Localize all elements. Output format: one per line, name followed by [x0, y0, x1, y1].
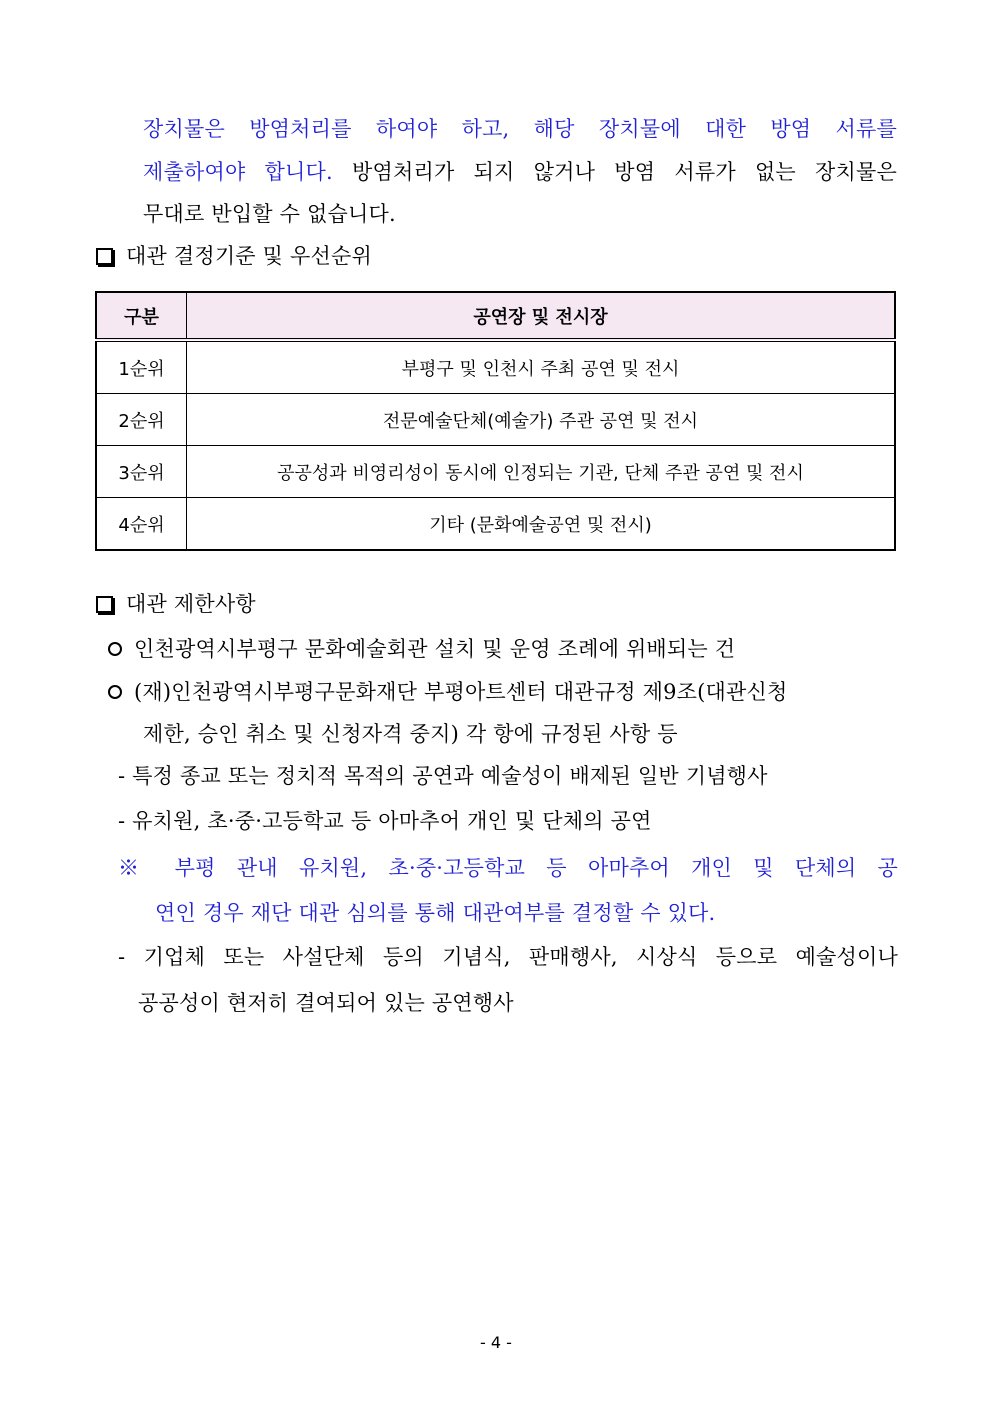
section-heading-priority — [96, 241, 372, 271]
table-row — [96, 394, 895, 446]
intro-line-1: 장치물은 방염처리를 하여야 하고, 해당 장치물에 대한 방염 서류를 — [143, 117, 897, 141]
circle-bullet-icon — [108, 685, 122, 699]
table-header-cell: 공연장 및 전시장 — [187, 292, 896, 340]
section-heading-restrictions — [96, 589, 256, 619]
table-header-row — [96, 292, 895, 340]
intro-line-2-black: 방염처리가 되지 않거나 방염 서류가 없는 장치물은 — [332, 160, 897, 184]
priority-table — [95, 291, 896, 551]
note-line-1: ※ 부평 관내 유치원, 초·중·고등학교 등 아마추어 개인 및 단체의 공 — [118, 856, 898, 880]
dash-item: - 특정 종교 또는 정치적 목적의 공연과 예술성이 배제된 일반 기념행사 — [118, 764, 768, 788]
circle-bullet-icon — [108, 642, 122, 656]
table-cell-desc: 공공성과 비영리성이 동시에 인정되는 기관, 단체 주관 공연 및 전시 — [187, 446, 896, 498]
section-title: 대관 결정기준 및 우선순위 — [126, 244, 372, 268]
bullet-item — [108, 634, 735, 664]
table-cell-rank: 2순위 — [96, 394, 187, 446]
table-cell-rank: 1순위 — [96, 340, 187, 394]
dash-item: - 기업체 또는 사설단체 등의 기념식, 판매행사, 시상식 등으로 예술성이나 — [118, 945, 898, 969]
table-row — [96, 340, 895, 394]
bullet-text-continued: 제한, 승인 취소 및 신청자격 중지) 각 항에 규정된 사항 등 — [143, 722, 678, 746]
table-cell-desc: 전문예술단체(예술가) 주관 공연 및 전시 — [187, 394, 896, 446]
page-number: - 4 - — [480, 1333, 512, 1352]
bullet-item — [108, 677, 898, 707]
table-row — [96, 498, 895, 551]
table-cell-desc: 부평구 및 인천시 주최 공연 및 전시 — [187, 340, 896, 394]
intro-line-2-blue: 제출하여야 합니다. — [143, 160, 333, 184]
bullet-text: (재)인천광역시부평구문화재단 부평아트센터 대관규정 제9조(대관신청 — [134, 680, 788, 704]
intro-line-2 — [143, 157, 897, 187]
table-cell-rank: 4순위 — [96, 498, 187, 551]
note-line-2: 연인 경우 재단 대관 심의를 통해 대관여부를 결정할 수 있다. — [155, 901, 716, 925]
table-cell-rank: 3순위 — [96, 446, 187, 498]
section-title: 대관 제한사항 — [126, 592, 256, 616]
dash-item: - 유치원, 초·중·고등학교 등 아마추어 개인 및 단체의 공연 — [118, 809, 652, 833]
dash-item-continued: 공공성이 현저히 결여되어 있는 공연행사 — [138, 991, 514, 1015]
table-header-cell: 구분 — [96, 292, 187, 340]
checkbox-square-icon — [96, 596, 113, 613]
table-cell-desc: 기타 (문화예술공연 및 전시) — [187, 498, 896, 551]
intro-line-3: 무대로 반입할 수 없습니다. — [143, 202, 396, 226]
table-row — [96, 446, 895, 498]
checkbox-square-icon — [96, 248, 113, 265]
bullet-text: 인천광역시부평구 문화예술회관 설치 및 운영 조례에 위배되는 건 — [134, 637, 736, 661]
